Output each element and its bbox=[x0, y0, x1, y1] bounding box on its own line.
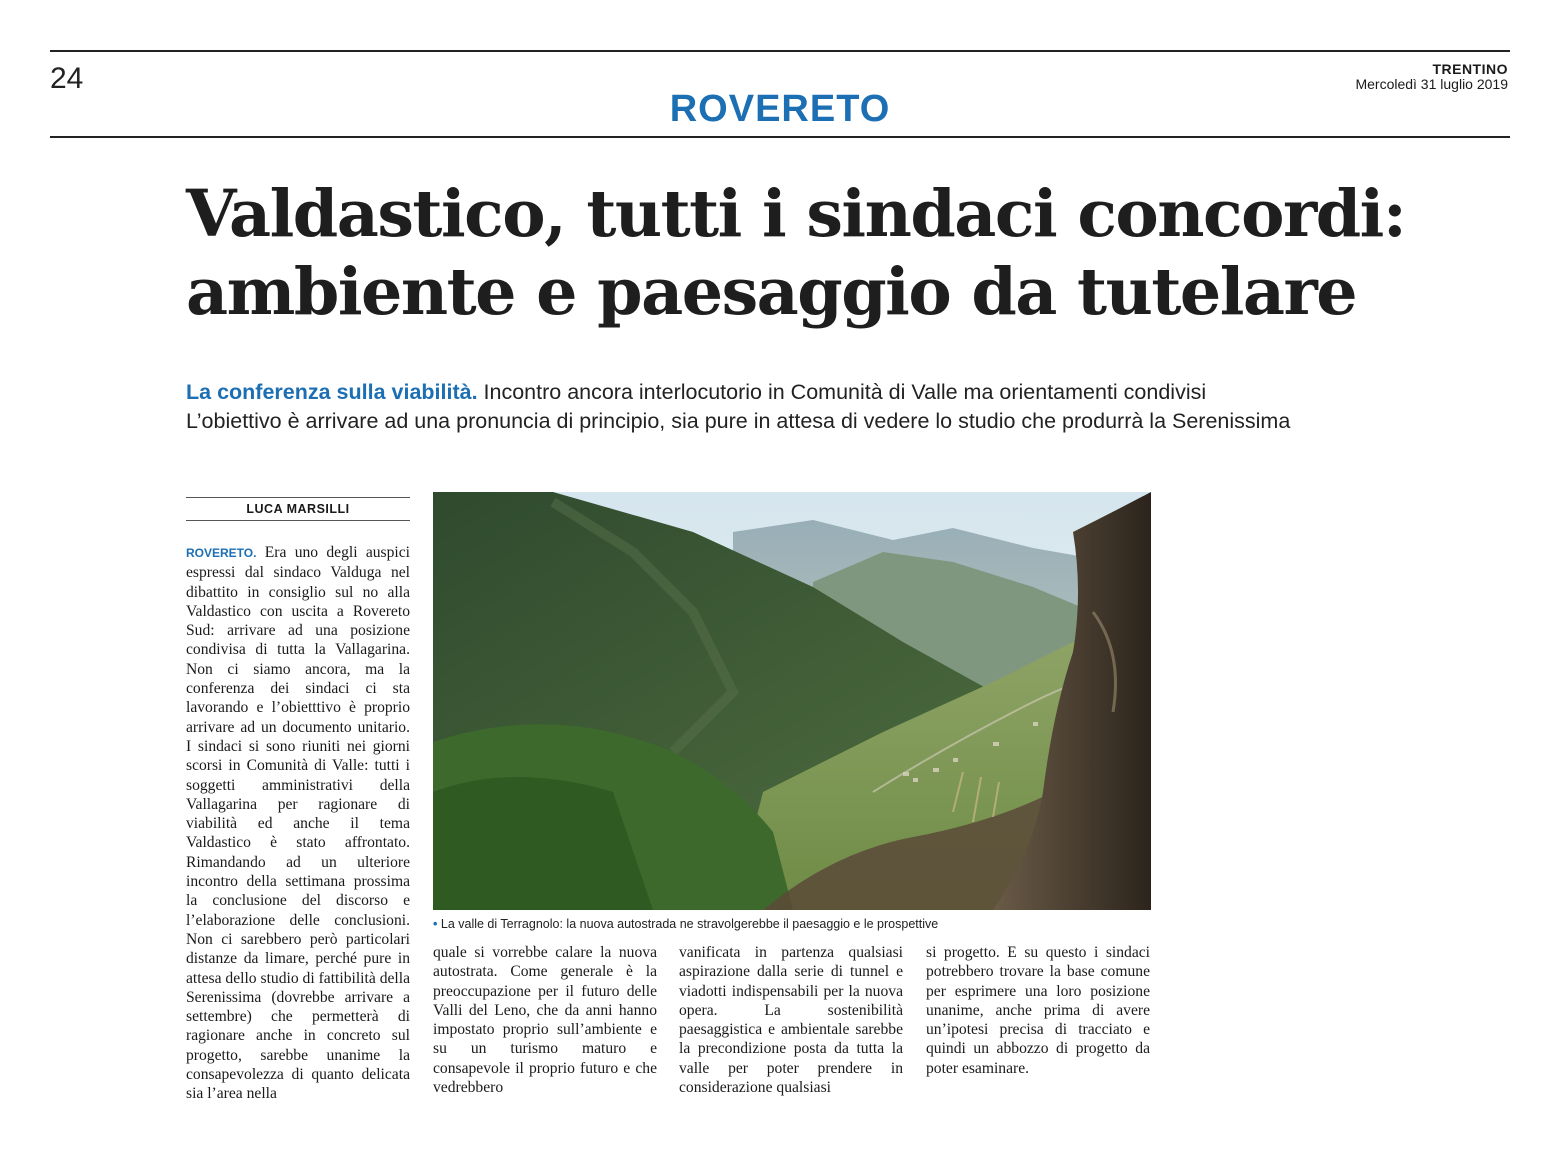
subheadline bbox=[186, 378, 1446, 436]
photo-caption bbox=[433, 917, 1151, 931]
subhead-kicker: La conferenza sulla viabilità. bbox=[186, 380, 478, 404]
article-column-4: si progetto. E su questo i sindaci potrebbero trovare la base comune per esprimere una loro posizione unanime, anche prima di avere un’ipotesi precisa di tracciato e quindi un abbozzo di progetto da poter esaminare. bbox=[926, 944, 1150, 1077]
top-rule bbox=[50, 50, 1510, 52]
subhead-line-1: Incontro ancora interlocutorio in Comunità di Valle ma orientamenti condivisi bbox=[483, 380, 1207, 404]
article-column-2: quale si vorrebbe calare la nuova autostrata. Come generale è la preoccupazione per il futuro delle Valli del Leno, che da anni hanno impostato proprio sull’ambiente e su un turismo maturo e consapevole il proprio futuro e che vedrebbero bbox=[433, 944, 657, 1097]
header-rule bbox=[50, 136, 1510, 138]
caption-text: La valle di Terragnolo: la nuova autostrada ne stravolgerebbe il paesaggio e le prospettive bbox=[440, 917, 939, 931]
valley-landscape-image bbox=[433, 492, 1151, 910]
article-column-3: vanificata in partenza qualsiasi aspirazione dalla serie di tunnel e viadotti indispensabili per la nuova opera. La sostenibilità paesaggistica e ambientale sarebbe la precondizione posta da tutta la valle per poter prendere in considerazione qualsiasi bbox=[679, 944, 903, 1097]
article-column-1 bbox=[186, 543, 410, 1104]
subhead-line-2: L’obiettivo è arrivare ad una pronuncia di principio, sia pure in attesa di vedere lo studio che produrrà la Serenissima bbox=[186, 409, 1291, 433]
headline bbox=[186, 175, 1446, 331]
article-column-1-text: Era uno degli auspici espressi dal sindaco Valduga nel dibattito in consiglio sul no alla Valdastico con uscita a Rovereto Sud: arrivare ad una posizione condivisa di tutta la Vallagarina. Non ci siamo ancora, ma la conferenza dei sindaci ci sta lavorando e l’obietttivo è proprio arrivare ad un documento unitario. I sindaci si sono riuniti nei giorni scorsi in Comunità di Valle: tutti i soggetti amministrativi della Vallagarina per ragionare di viabilità ed anche il tema Valdastico è stato affrontato. Rimandando ad un ulteriore incontro della settimana prossima la conclusione del discorso e l’elaborazione delle conclusioni. Non ci sarebbero però particolari distanze da limare, perché pure in attesa dello studio di fattibilità della Serenissima (dovrebbe arrivare a settembre) che permetterà di ragionare anche in concreto sul progetto, sarebbe unanime la consapevolezza di quanto delicata sia l’area nella bbox=[186, 544, 411, 1103]
byline: LUCA MARSILLI bbox=[186, 497, 410, 521]
page-number: 24 bbox=[50, 62, 84, 95]
headline-line-1: Valdastico, tutti i sindaci concordi: bbox=[186, 176, 1406, 252]
section-title: ROVERETO bbox=[669, 88, 891, 130]
newspaper-name: TRENTINO bbox=[1432, 61, 1508, 77]
article-photo bbox=[433, 492, 1151, 910]
issue-date: Mercoledì 31 luglio 2019 bbox=[1355, 76, 1508, 93]
dateline: ROVERETO. bbox=[186, 546, 257, 560]
headline-line-2: ambiente e paesaggio da tutelare bbox=[186, 254, 1357, 330]
caption-bullet-icon: • bbox=[433, 917, 438, 931]
